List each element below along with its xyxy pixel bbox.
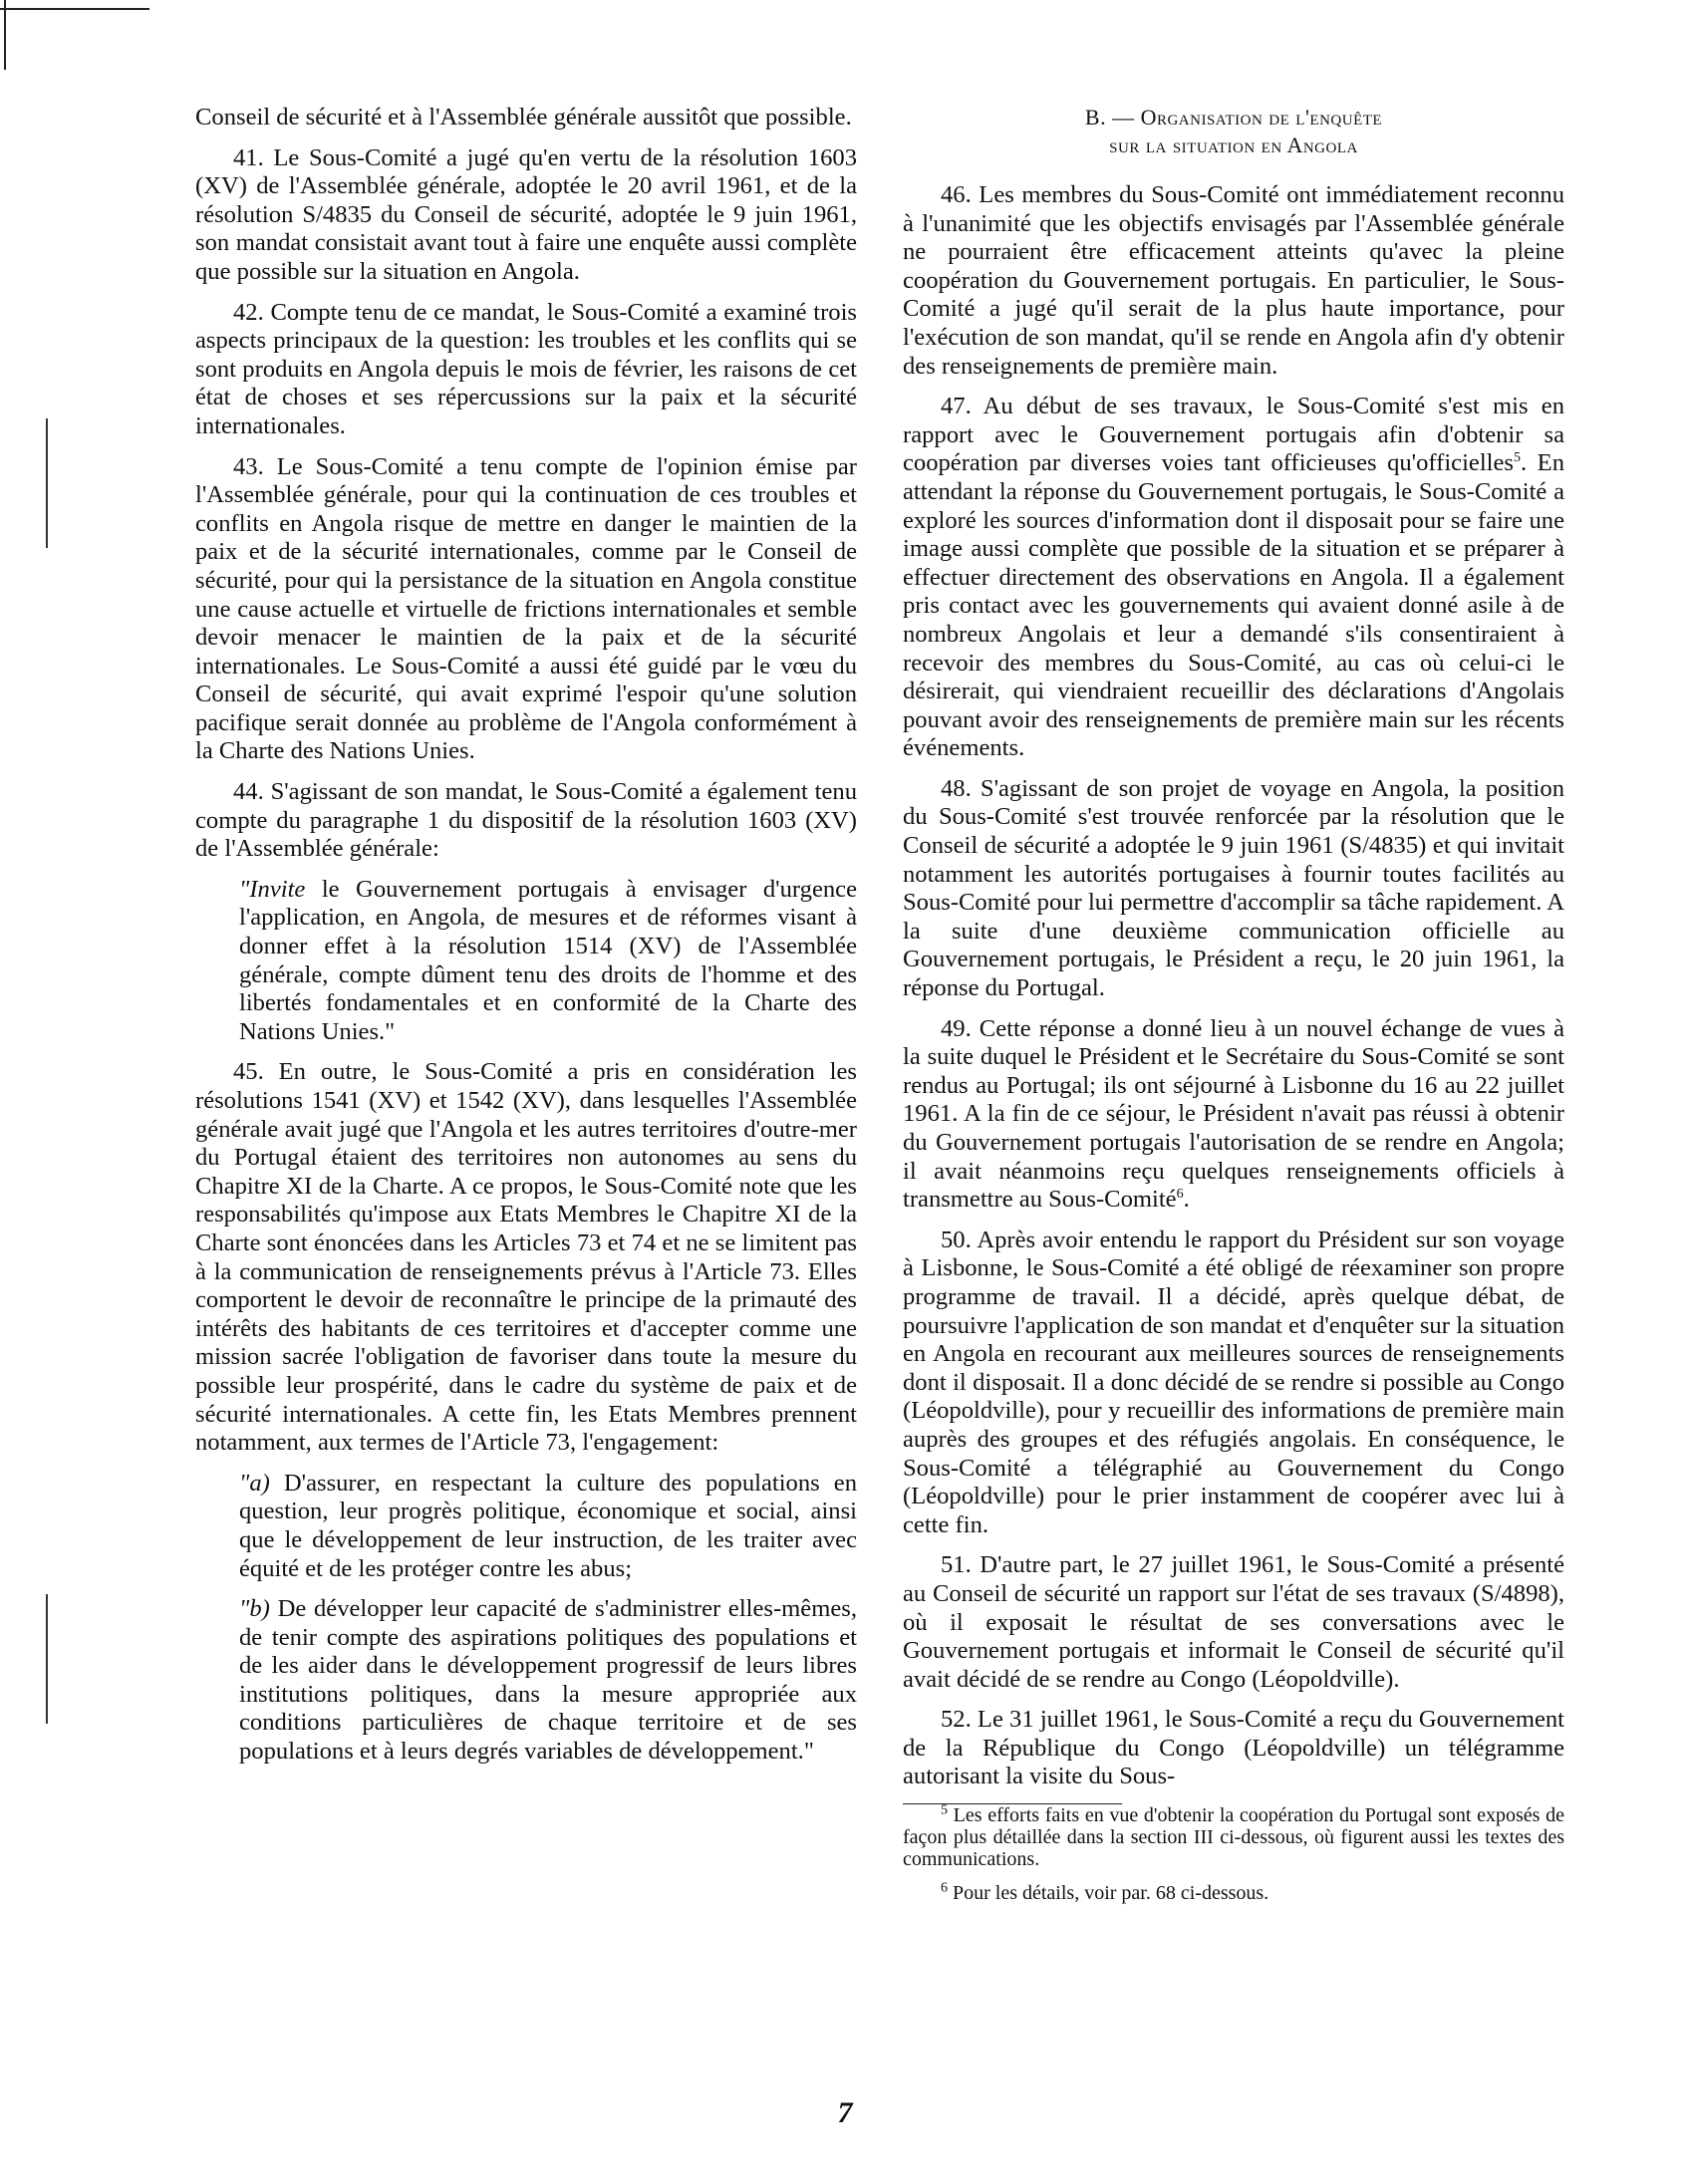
quote-44-lead: "Invite: [239, 875, 306, 903]
left-edge-mark: [4, 0, 6, 70]
paragraph-47-part-2: . En attendant la réponse du Gouvernement portugais, le Sous-Comité a exploré les sources d'information dont il disposait pour se faire une image aussi complète que possible de la situation et se préparer à effectuer directement des observations en Angola. Il a également pris contact avec les gouvernements qui avaient donné asile à de nombreux Angolais et leur a demandé s'ils consentiraient à recevoir des membres du Sous-Comité, au cas où celui-ci le désirerait, qui viendraient recueillir des déclarations d'Angolais pouvant avoir des renseignements de première main sur les récents événements.: [903, 449, 1564, 762]
paragraph-47: [903, 393, 1564, 763]
paragraph-48: 48. S'agissant de son projet de voyage en Angola, la position du Sous-Comité s'est trouvée renforcée par la résolution que le Conseil de sécurité a adoptée le 9 juin 1961 (S/4835) et qui invitait notamment les autorités portugaises à fournir toutes facilités au Sous-Comité pour lui permettre d'accomplir sa tâche rapidement. A la suite d'une deuxième communication officielle au Gouvernement portugais, le Président a reçu, le 20 juin 1961, la réponse du Portugal.: [903, 774, 1564, 1002]
section-heading-line-1: B. — Organisation de l'enquête: [1084, 105, 1383, 130]
footnote-6-text: Pour les détails, voir par. 68 ci-dessous.: [948, 1882, 1269, 1905]
footnote-6: [903, 1882, 1564, 1904]
quote-b-text: De développer leur capacité de s'administrer elles-mêmes, de tenir compte des aspirations politiques des populations et de les aider dans le développement progressif de leurs libres institutions politiques, dans la mesure appropriée aux conditions particulières de chaque territoire et de ses populations et à leurs degrés variables de développement.": [239, 1595, 857, 1766]
intro-text: Conseil de sécurité et à l'Assemblée générale aussitôt que possible.: [195, 104, 852, 131]
paragraph-44: 44. S'agissant de son mandat, le Sous-Comité a également tenu compte du paragraphe 1 du dispositif de la résolution 1603 (XV) de l'Assemblée générale:: [195, 778, 857, 863]
margin-bracket-top: [46, 418, 48, 548]
paragraph-52: 52. Le 31 juillet 1961, le Sous-Comité a reçu du Gouvernement de la République du Congo (Léopoldville) un télégramme autorisant la visite du Sous-: [903, 1706, 1564, 1790]
footnote-5: [903, 1804, 1564, 1870]
paragraph-46: 46. Les membres du Sous-Comité ont immédiatement reconnu à l'unanimité que les objectifs envisagés par l'Assemblée générale ne pourraient être efficacement atteints qu'avec la pleine coopération du Gouvernement portugais. En particulier, le Sous-Comité a jugé qu'il serait de la plus haute importance, pour l'exécution de son mandat, qu'il se rende en Angola afin d'y obtenir des renseignements de première main.: [903, 181, 1564, 380]
quote-44: [239, 876, 857, 1047]
paragraph-49-part-2: .: [1183, 1186, 1190, 1214]
footnote-5-text: Les efforts faits en vue d'obtenir la coopération du Portugal sont exposés de façon plus détaillée dans la section III ci-dessous, où figurent aussi les textes des communications.: [903, 1804, 1564, 1871]
page-number: 7: [837, 2096, 853, 2129]
paragraph-50: 50. Après avoir entendu le rapport du Président sur son voyage à Lisbonne, le Sous-Comité a été obligé de réexaminer son propre programme de travail. Il a décidé, après quelque débat, de poursuivre l'application de son mandat et d'enquêter sur la situation en Angola en recourant aux meilleures sources de renseignements dont il disposait. Il a donc décidé de se rendre si possible au Congo (Léopoldville), pour y recueillir des informations de première main auprès des groupes et des réfugiés angolais. En conséquence, le Sous-Comité a télégraphié au Gouvernement du Congo (Léopoldville) pour le prier instamment de coopérer avec lui à cette fin.: [903, 1226, 1564, 1538]
paragraph-42: 42. Compte tenu de ce mandat, le Sous-Comité a examiné trois aspects principaux de la question: les troubles et les conflits qui se sont produits en Angola depuis le mois de février, les raisons de cet état de choses et ses répercussions sur la paix et la sécurité internationales.: [195, 298, 857, 439]
quote-b: [239, 1595, 857, 1767]
top-left-corner-mark: [0, 8, 149, 10]
paragraph-49: [903, 1015, 1564, 1215]
quote-44-text: le Gouvernement portugais à envisager d'urgence l'application, en Angola, de mesures et de réformes visant à donner effet à la résolution 1514 (XV) de l'Assemblée générale, compte dûment tenu des droits de l'homme et des libertés fondamentales et en conformité de la Charte des Nations Unies.": [239, 875, 857, 1045]
paragraph-47-part-1: 47. Au début de ses travaux, le Sous-Comité s'est mis en rapport avec le Gouvernement portugais afin d'obtenir sa coopération par diverses voies tant officieuses qu'officielles: [903, 393, 1564, 477]
section-heading: [903, 104, 1564, 159]
footnote-ref-6: 6: [1176, 1187, 1184, 1202]
quote-a: [239, 1470, 857, 1583]
quote-b-lead: "b): [239, 1595, 270, 1623]
paragraph-45: 45. En outre, le Sous-Comité a pris en considération les résolutions 1541 (XV) et 1542 (XV), dans lesquelles l'Assemblée générale avait jugé que l'Angola et les autres territoires d'outre-mer du Portugal étaient des territoires non autonomes au sens du Chapitre XI de la Charte. A ce propos, le Sous-Comité note que les responsabilités qu'impose aux Etats Membres le Chapitre XI de la Charte sont énoncées dans les Articles 73 et 74 et ne se limitent pas à la communication de renseignements prévus à l'Article 73. Elles comportent le devoir de reconnaître le principe de la primauté des intérêts des habitants de ces territoires et d'accepter comme une mission sacrée l'obligation de favoriser dans toute la mesure du possible leur prospérité, dans le cadre du système de paix et de sécurité internationales. A cette fin, les Etats Membres prennent notamment, aux termes de l'Article 73, l'engagement:: [195, 1058, 857, 1457]
quote-a-lead: "a): [239, 1469, 270, 1497]
section-heading-line-2: sur la situation en Angola: [1109, 133, 1358, 157]
footnote-6-mark: 6: [941, 1880, 948, 1896]
paragraph-51: 51. D'autre part, le 27 juillet 1961, le Sous-Comité a présenté au Conseil de sécurité un rapport sur l'état de ses travaux (S/4898), où il exposait le résultat de ses conversations avec le Gouvernement portugais et informait le Conseil de sécurité qu'il avait décidé de se rendre au Congo (Léopoldville).: [903, 1551, 1564, 1693]
left-column: [195, 104, 857, 1778]
footnote-5-mark: 5: [941, 1802, 948, 1818]
quote-a-text: D'assurer, en respectant la culture des populations en question, leur progrès politique, économique et social, ainsi que le développement de leur instruction, de les traiter avec équité et de les protéger contre les abus;: [239, 1469, 857, 1582]
footnote-ref-5: 5: [1514, 450, 1521, 466]
margin-bracket-bottom: [46, 1594, 48, 1724]
right-column: [903, 104, 1564, 1916]
paragraph-41: 41. Le Sous-Comité a jugé qu'en vertu de la résolution 1603 (XV) de l'Assemblée générale, adoptée le 20 avril 1961, et de la résolution S/4835 du Conseil de sécurité, adoptée le 9 juin 1961, son mandat consistait avant tout à faire une enquête aussi complète que possible sur la situation en Angola.: [195, 143, 857, 285]
paragraph-43: 43. Le Sous-Comité a tenu compte de l'opinion émise par l'Assemblée générale, pour qui la continuation de ces troubles et conflits en Angola risque de mettre en danger le maintien de la paix et de la sécurité internationales, comme par le Conseil de sécurité, pour qui la persistance de la situation en Angola constitue une cause actuelle et virtuelle de frictions internationales et semble devoir menacer le maintien de la paix et de la sécurité internationales. Le Sous-Comité a aussi été guidé par le vœu du Conseil de sécurité, qui avait exprimé l'espoir qu'une solution pacifique serait donnée au problème de l'Angola conformément à la Charte des Nations Unies.: [195, 452, 857, 765]
paragraph-49-part-1: 49. Cette réponse a donné lieu à un nouvel échange de vues à la suite duquel le Président et le Secrétaire du Sous-Comité se sont rendus au Portugal; ils ont séjourné à Lisbonne du 16 au 22 juillet 1961. A la fin de ce séjour, le Président n'avait pas réussi à obtenir du Gouvernement portugais l'autorisation de se rendre en Angola; il avait néanmoins reçu quelques renseignements officiels à transmettre au Sous-Comité: [903, 1014, 1564, 1214]
